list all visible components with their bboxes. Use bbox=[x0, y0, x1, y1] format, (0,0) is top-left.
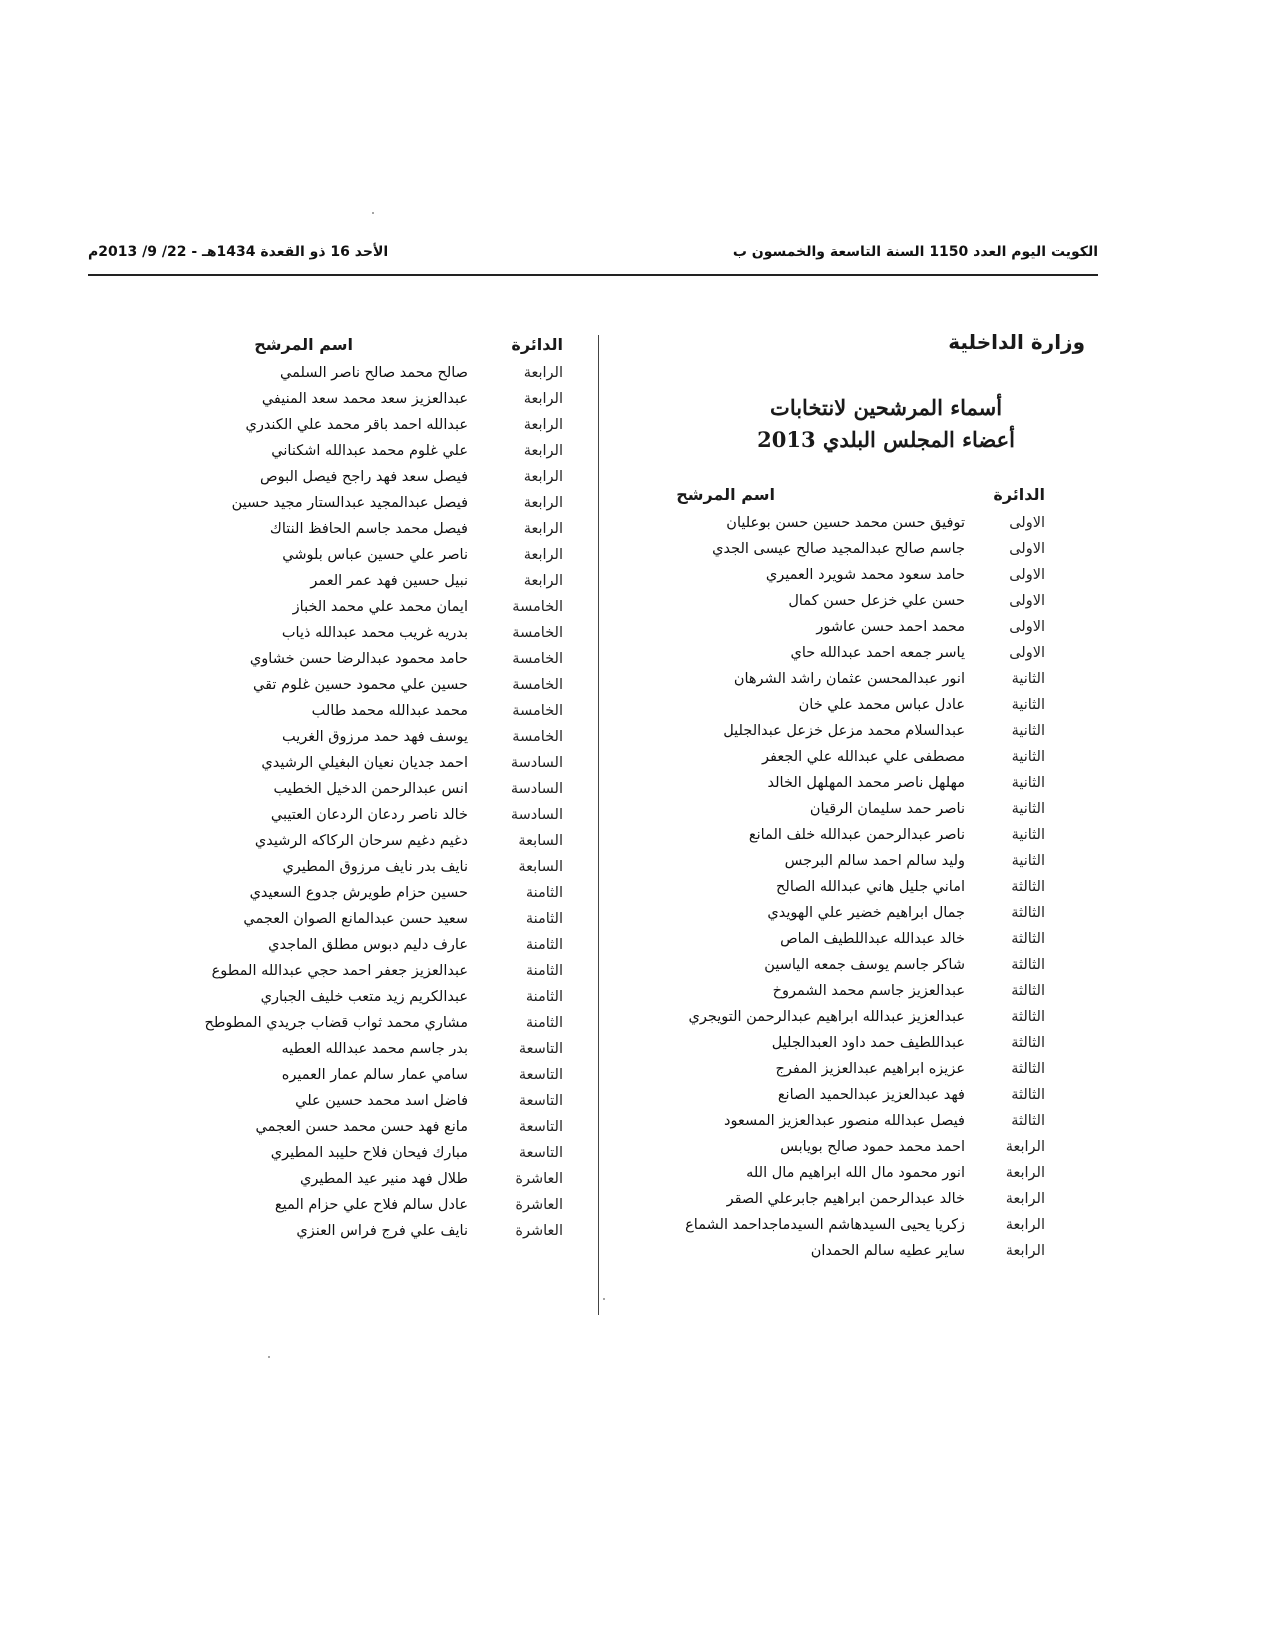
ministry-heading: وزارة الداخلية bbox=[948, 330, 1085, 354]
candidate-name-cell: مهلهل ناصر محمد المهلهل الخالد bbox=[767, 775, 965, 791]
header-divider bbox=[88, 274, 1098, 276]
candidate-name-cell: مشاري محمد ثواب قضاب جريدي المطوطح bbox=[204, 1015, 468, 1031]
candidate-row bbox=[625, 619, 1045, 645]
candidate-row bbox=[625, 567, 1045, 593]
district-cell: الاولى bbox=[1009, 541, 1045, 557]
candidate-row bbox=[625, 1243, 1045, 1269]
scan-speck bbox=[372, 212, 374, 214]
district-cell: الثامنة bbox=[525, 885, 563, 901]
candidate-row bbox=[143, 885, 563, 911]
district-cell: الثانية bbox=[1011, 801, 1045, 817]
candidate-name-cell: ايمان محمد علي محمد الخباز bbox=[292, 599, 468, 615]
candidate-name-cell: عزيزه ابراهيم عبدالعزيز المفرج bbox=[775, 1061, 965, 1077]
district-cell: التاسعة bbox=[518, 1041, 563, 1057]
candidate-row bbox=[625, 515, 1045, 541]
district-cell: الرابعة bbox=[523, 573, 563, 589]
district-cell: الثامنة bbox=[525, 1015, 563, 1031]
district-cell: الثالثة bbox=[1011, 1035, 1045, 1051]
candidate-name-cell: محمد عبدالله محمد طالب bbox=[311, 703, 468, 719]
candidate-row bbox=[143, 781, 563, 807]
candidate-name-cell: نبيل حسين فهد عمر العمر bbox=[310, 573, 468, 589]
district-cell: الثالثة bbox=[1011, 905, 1045, 921]
candidate-row bbox=[625, 827, 1045, 853]
candidate-row bbox=[625, 853, 1045, 879]
candidate-name-cell: انور محمود مال الله ابراهيم مال الله bbox=[746, 1165, 965, 1181]
candidate-row bbox=[625, 957, 1045, 983]
district-cell: التاسعة bbox=[518, 1119, 563, 1135]
candidate-name-cell: سعيد حسن عبدالمانع الصوان العجمي bbox=[243, 911, 468, 927]
candidate-row bbox=[143, 599, 563, 625]
candidate-row bbox=[143, 703, 563, 729]
district-cell: الخامسة bbox=[512, 729, 563, 745]
candidates-column-right bbox=[625, 485, 1045, 1269]
candidate-name-cell: مبارك فيحان فلاح حليبد المطيري bbox=[270, 1145, 468, 1161]
district-cell: الثالثة bbox=[1011, 983, 1045, 999]
candidate-name-cell: محمد احمد حسن عاشور bbox=[816, 619, 965, 635]
district-cell: الرابعة bbox=[523, 417, 563, 433]
header-publication-info: الكويت اليوم العدد 1150 السنة التاسعة والخمسون ب bbox=[732, 244, 1098, 260]
candidate-row bbox=[143, 677, 563, 703]
candidate-row bbox=[143, 547, 563, 573]
candidate-row bbox=[143, 573, 563, 599]
district-cell: الاولى bbox=[1009, 645, 1045, 661]
district-cell: الخامسة bbox=[512, 677, 563, 693]
district-cell: السابعة bbox=[518, 833, 563, 849]
candidate-name-cell: ناصر عبدالرحمن عبدالله خلف المانع bbox=[748, 827, 965, 843]
candidate-row bbox=[143, 1093, 563, 1119]
district-cell: العاشرة bbox=[515, 1223, 563, 1239]
candidate-name-cell: خالد ناصر ردعان الردعان العتيبي bbox=[270, 807, 468, 823]
district-cell: الثالثة bbox=[1011, 1009, 1045, 1025]
candidate-name-cell: جمال ابراهيم خضير علي الهويدي bbox=[767, 905, 965, 921]
name-header: اسم المرشح bbox=[676, 485, 775, 504]
candidate-name-cell: علي غلوم محمد عبدالله اشكناني bbox=[271, 443, 468, 459]
district-cell: الثالثة bbox=[1011, 1087, 1045, 1103]
candidate-row bbox=[143, 859, 563, 885]
candidate-row bbox=[143, 911, 563, 937]
district-header: الدائرة bbox=[993, 485, 1045, 504]
candidate-name-cell: حسين علي محمود حسين غلوم تقي bbox=[253, 677, 468, 693]
candidate-name-cell: عبدالسلام محمد مزعل خزعل عبدالجليل bbox=[723, 723, 965, 739]
district-cell: الثامنة bbox=[525, 911, 563, 927]
district-cell: الرابعة bbox=[523, 365, 563, 381]
candidate-row bbox=[625, 645, 1045, 671]
candidate-row bbox=[143, 1067, 563, 1093]
title-line-2: أعضاء المجلس البلدي 2013 bbox=[757, 427, 1015, 452]
candidate-name-cell: وليد سالم احمد سالم البرجس bbox=[784, 853, 965, 869]
candidate-name-cell: بدريه غريب محمد عبدالله ذياب bbox=[281, 625, 468, 641]
candidate-name-cell: عادل عباس محمد علي خان bbox=[798, 697, 965, 713]
district-cell: التاسعة bbox=[518, 1067, 563, 1083]
candidate-row bbox=[625, 801, 1045, 827]
district-cell: الخامسة bbox=[512, 625, 563, 641]
candidate-row bbox=[625, 1191, 1045, 1217]
candidate-name-cell: فهد عبدالعزيز عبدالحميد الصانع bbox=[777, 1087, 965, 1103]
candidate-name-cell: عبداللطيف حمد داود العبدالجليل bbox=[771, 1035, 965, 1051]
candidate-row bbox=[625, 1035, 1045, 1061]
candidate-row bbox=[625, 749, 1045, 775]
candidate-name-cell: حسن علي خزعل حسن كمال bbox=[788, 593, 965, 609]
district-cell: الثانية bbox=[1011, 723, 1045, 739]
candidate-name-cell: شاكر جاسم يوسف جمعه الياسين bbox=[764, 957, 965, 973]
candidate-name-cell: عبدالعزيز جاسم محمد الشمروخ bbox=[772, 983, 965, 999]
candidate-row bbox=[625, 671, 1045, 697]
district-cell: الخامسة bbox=[512, 651, 563, 667]
title-line-1: أسماء المرشحين لانتخابات bbox=[770, 395, 1003, 420]
candidate-row bbox=[143, 1015, 563, 1041]
candidate-name-cell: عبدالعزيز عبدالله ابراهيم عبدالرحمن التويجري bbox=[688, 1009, 965, 1025]
candidate-row bbox=[625, 697, 1045, 723]
column-header bbox=[143, 335, 563, 365]
district-cell: الثالثة bbox=[1011, 879, 1045, 895]
district-cell: الرابعة bbox=[523, 391, 563, 407]
candidate-name-cell: طلال فهد منير عيد المطيري bbox=[300, 1171, 468, 1187]
district-cell: الرابعة bbox=[1005, 1217, 1045, 1233]
candidate-name-cell: حامد محمود عبدالرضا حسن خشاوي bbox=[249, 651, 468, 667]
district-header: الدائرة bbox=[511, 335, 563, 354]
district-cell: الاولى bbox=[1009, 593, 1045, 609]
candidate-name-cell: نايف بدر نايف مرزوق المطيري bbox=[282, 859, 468, 875]
candidate-row bbox=[143, 833, 563, 859]
district-cell: الثانية bbox=[1011, 827, 1045, 843]
candidate-name-cell: ناصر حمد سليمان الرقيان bbox=[809, 801, 965, 817]
district-cell: الثامنة bbox=[525, 989, 563, 1005]
candidate-name-cell: توفيق حسن محمد حسين حسن بوعليان bbox=[726, 515, 965, 531]
candidate-name-cell: عبدالعزيز جعفر احمد حجي عبدالله المطوع bbox=[211, 963, 468, 979]
candidate-row bbox=[625, 1217, 1045, 1243]
candidate-name-cell: فيصل عبدالله منصور عبدالعزيز المسعود bbox=[724, 1113, 965, 1129]
candidate-name-cell: مصطفى علي عبدالله علي الجعفر bbox=[762, 749, 965, 765]
candidate-row bbox=[143, 729, 563, 755]
candidate-name-cell: عارف دليم دبوس مطلق الماجدي bbox=[268, 937, 468, 953]
candidate-row bbox=[143, 1197, 563, 1223]
district-cell: الرابعة bbox=[1005, 1139, 1045, 1155]
candidate-name-cell: خالد عبدالله عبداللطيف الماص bbox=[780, 931, 965, 947]
candidate-name-cell: نايف علي فرج فراس العنزي bbox=[296, 1223, 468, 1239]
district-cell: الثالثة bbox=[1011, 957, 1045, 973]
district-cell: الرابعة bbox=[1005, 1191, 1045, 1207]
scan-speck bbox=[603, 1298, 605, 1300]
candidate-name-cell: حامد سعود محمد شويرد العميري bbox=[765, 567, 965, 583]
candidate-row bbox=[143, 469, 563, 495]
district-cell: الاولى bbox=[1009, 619, 1045, 635]
candidate-name-cell: مانع فهد حسن محمد حسن العجمي bbox=[255, 1119, 468, 1135]
candidate-row bbox=[143, 443, 563, 469]
district-cell: الثالثة bbox=[1011, 1113, 1045, 1129]
candidate-name-cell: فيصل عبدالمجيد عبدالستار مجيد حسين bbox=[231, 495, 468, 511]
district-cell: السادسة bbox=[510, 755, 563, 771]
district-cell: التاسعة bbox=[518, 1093, 563, 1109]
candidate-name-cell: زكريا يحيى السيدهاشم السيدماجداحمد الشماع bbox=[685, 1217, 965, 1233]
district-cell: الثامنة bbox=[525, 937, 563, 953]
candidate-name-cell: ياسر جمعه احمد عبدالله حاي bbox=[790, 645, 965, 661]
district-cell: الثانية bbox=[1011, 853, 1045, 869]
district-cell: الثانية bbox=[1011, 749, 1045, 765]
district-cell: الثالثة bbox=[1011, 1061, 1045, 1077]
candidate-name-cell: عبدالله احمد باقر محمد علي الكندري bbox=[245, 417, 468, 433]
candidate-name-cell: عبدالكريم زيد متعب خليف الجباري bbox=[260, 989, 468, 1005]
candidate-row bbox=[625, 1139, 1045, 1165]
candidate-row bbox=[625, 1009, 1045, 1035]
district-cell: الخامسة bbox=[512, 703, 563, 719]
candidate-row bbox=[625, 905, 1045, 931]
candidate-name-cell: فيصل محمد جاسم الحافظ النتاك bbox=[269, 521, 468, 537]
candidate-name-cell: حسين حزام طويرش جدوع السعيدي bbox=[249, 885, 468, 901]
candidate-row bbox=[625, 1087, 1045, 1113]
district-cell: الرابعة bbox=[523, 443, 563, 459]
candidate-row bbox=[143, 417, 563, 443]
candidate-name-cell: سامي عمار سالم عمار العميره bbox=[281, 1067, 468, 1083]
district-cell: العاشرة bbox=[515, 1171, 563, 1187]
candidates-column-left bbox=[143, 335, 563, 1249]
candidate-row bbox=[143, 495, 563, 521]
district-cell: الاولى bbox=[1009, 567, 1045, 583]
candidate-name-cell: عبدالعزيز سعد محمد سعد المنيفي bbox=[261, 391, 468, 407]
candidate-row bbox=[143, 365, 563, 391]
district-cell: التاسعة bbox=[518, 1145, 563, 1161]
header-date: الأحد 16 ذو القعدة 1434هـ - 22/ 9/ 2013م bbox=[88, 244, 389, 260]
candidate-row bbox=[625, 1113, 1045, 1139]
candidate-row bbox=[143, 755, 563, 781]
district-cell: الرابعة bbox=[1005, 1165, 1045, 1181]
candidate-row bbox=[625, 1061, 1045, 1087]
candidate-name-cell: فيصل سعد فهد راجح فيصل البوص bbox=[260, 469, 468, 485]
district-cell: الثامنة bbox=[525, 963, 563, 979]
candidate-name-cell: فاضل اسد محمد حسين علي bbox=[295, 1093, 468, 1109]
candidate-name-cell: ساير عطيه سالم الحمدان bbox=[810, 1243, 965, 1259]
candidate-name-cell: ناصر علي حسين عباس بلوشي bbox=[282, 547, 468, 563]
candidate-row bbox=[143, 651, 563, 677]
candidate-list bbox=[143, 365, 563, 1249]
candidate-row bbox=[625, 879, 1045, 905]
district-cell: الرابعة bbox=[1005, 1243, 1045, 1259]
candidate-row bbox=[143, 937, 563, 963]
candidate-name-cell: صالح محمد صالح ناصر السلمي bbox=[280, 365, 468, 381]
district-cell: السادسة bbox=[510, 781, 563, 797]
district-cell: الثالثة bbox=[1011, 931, 1045, 947]
candidate-row bbox=[625, 983, 1045, 1009]
candidate-name-cell: انور عبدالمحسن عثمان راشد الشرهان bbox=[733, 671, 965, 687]
candidate-list bbox=[625, 515, 1045, 1269]
candidate-name-cell: يوسف فهد حمد مرزوق الغريب bbox=[281, 729, 468, 745]
candidate-name-cell: بدر جاسم محمد عبدالله العطيه bbox=[281, 1041, 468, 1057]
candidate-name-cell: احمد محمد حمود صالح بويابس bbox=[780, 1139, 965, 1155]
district-cell: الثانية bbox=[1011, 671, 1045, 687]
district-cell: العاشرة bbox=[515, 1197, 563, 1213]
candidate-row bbox=[143, 1119, 563, 1145]
candidate-row bbox=[143, 521, 563, 547]
district-cell: السادسة bbox=[510, 807, 563, 823]
page-header bbox=[88, 244, 1098, 268]
candidate-row bbox=[625, 723, 1045, 749]
candidate-row bbox=[143, 1041, 563, 1067]
district-cell: الاولى bbox=[1009, 515, 1045, 531]
candidate-row bbox=[143, 989, 563, 1015]
district-cell: الثانية bbox=[1011, 697, 1045, 713]
column-header bbox=[625, 485, 1045, 515]
candidate-name-cell: دغيم دغيم سرحان الركاكه الرشيدي bbox=[254, 833, 468, 849]
candidate-row bbox=[625, 931, 1045, 957]
district-cell: السابعة bbox=[518, 859, 563, 875]
candidate-row bbox=[143, 963, 563, 989]
district-cell: الرابعة bbox=[523, 547, 563, 563]
document-title bbox=[757, 392, 1015, 456]
candidate-row bbox=[143, 807, 563, 833]
scan-speck bbox=[268, 1356, 270, 1358]
candidate-row bbox=[143, 625, 563, 651]
candidate-row bbox=[143, 1223, 563, 1249]
candidate-row bbox=[625, 775, 1045, 801]
candidate-name-cell: اماني جليل هاني عبدالله الصالح bbox=[776, 879, 965, 895]
candidate-name-cell: احمد جديان نعيان البغيلي الرشيدي bbox=[261, 755, 468, 771]
column-divider bbox=[598, 335, 599, 1315]
district-cell: الرابعة bbox=[523, 521, 563, 537]
district-cell: الخامسة bbox=[512, 599, 563, 615]
district-cell: الرابعة bbox=[523, 469, 563, 485]
candidate-name-cell: جاسم صالح عبدالمجيد صالح عيسى الجدي bbox=[712, 541, 965, 557]
candidate-row bbox=[625, 541, 1045, 567]
district-cell: الثانية bbox=[1011, 775, 1045, 791]
candidate-name-cell: خالد عبدالرحمن ابراهيم جابرعلي الصقر bbox=[726, 1191, 965, 1207]
candidate-row bbox=[625, 593, 1045, 619]
name-header: اسم المرشح bbox=[254, 335, 353, 354]
candidate-name-cell: انس عبدالرحمن الدخيل الخطيب bbox=[273, 781, 468, 797]
candidate-row bbox=[143, 391, 563, 417]
district-cell: الرابعة bbox=[523, 495, 563, 511]
candidate-row bbox=[143, 1171, 563, 1197]
candidate-row bbox=[625, 1165, 1045, 1191]
candidate-row bbox=[143, 1145, 563, 1171]
candidate-name-cell: عادل سالم فلاح علي حزام الميع bbox=[274, 1197, 468, 1213]
